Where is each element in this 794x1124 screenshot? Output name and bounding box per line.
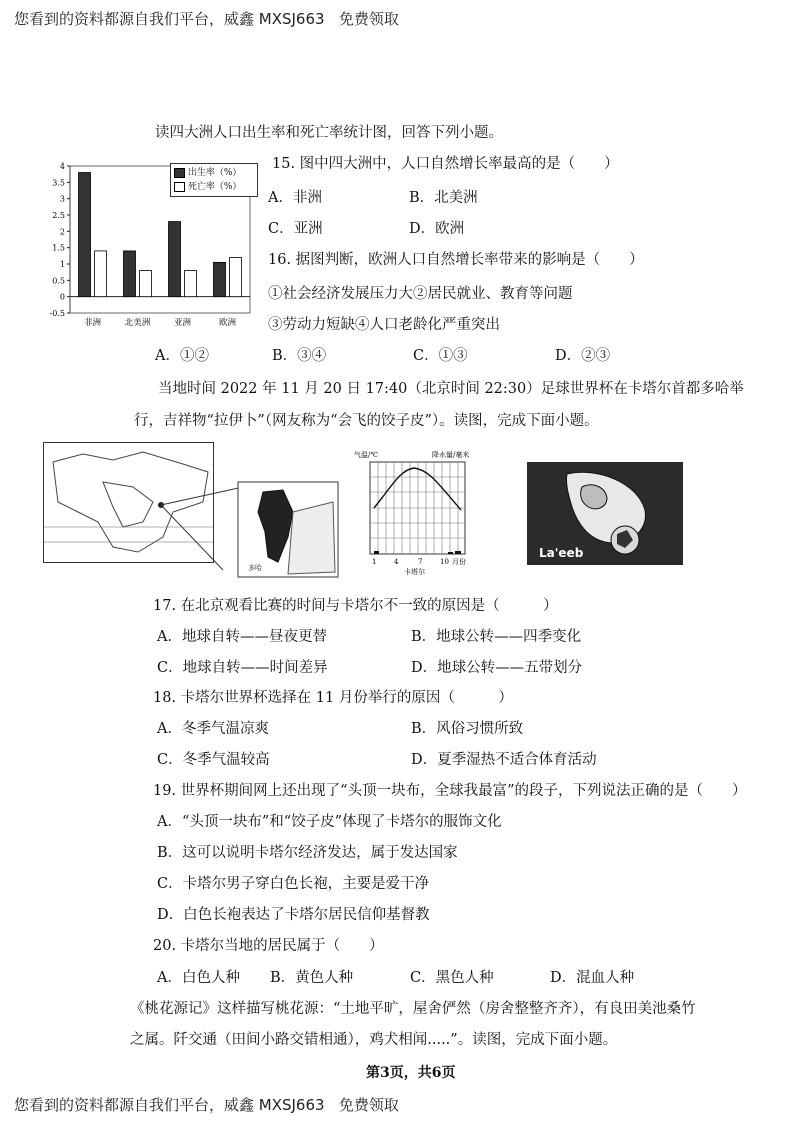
q16-option-b[interactable]: B．③④ <box>272 348 327 364</box>
intro-world-cup-line2: 行，吉祥物“拉伊卜”（网友称为“会飞的饺子皮”）。读图，完成下面小题。 <box>134 413 599 429</box>
q16-option-d[interactable]: D．②③ <box>555 348 611 364</box>
x-category-label: 北美洲 <box>124 318 151 328</box>
q15-option-b[interactable]: B．北美洲 <box>409 190 478 206</box>
climate-caption: 卡塔尔 <box>404 568 425 576</box>
x-category-label: 非洲 <box>83 318 102 328</box>
intro-population-chart: 读四大洲人口出生率和死亡率统计图，回答下列小题。 <box>155 125 503 141</box>
q20-option-b[interactable]: B．黄色人种 <box>270 970 354 986</box>
bar-death-rate <box>185 271 197 297</box>
climate-x-tick-7: 7 <box>418 558 423 566</box>
climate-left-label: 气温/℃ <box>354 451 379 459</box>
page-number: 第3页，共6页 <box>366 1065 456 1081</box>
y-tick-label: 1.5 <box>52 243 65 253</box>
intro-taohuayuan-line2: 之属。阡交通（田间小路交错相通），鸡犬相闻.....”。读图，完成下面小题。 <box>130 1032 618 1048</box>
bar-death-rate <box>95 251 107 297</box>
bar-birth-rate <box>124 251 136 297</box>
q16-option-c[interactable]: C．①③ <box>413 348 468 364</box>
q15-option-d[interactable]: D．欧洲 <box>409 221 465 237</box>
y-tick-label: 2 <box>59 227 65 237</box>
q16-statement-2: ③劳动力短缺④人口老龄化严重突出 <box>268 317 500 333</box>
bar-death-rate <box>230 257 242 296</box>
x-category-label: 欧洲 <box>218 318 237 328</box>
q15-stem: 15. 图中四大洲中，人口自然增长率最高的是（ ） <box>272 156 619 172</box>
intro-taohuayuan-line1: 《桃花源记》这样描写桃花源：“土地平旷，屋舍俨然（房舍整整齐齐），有良田美池桑竹 <box>130 1001 696 1017</box>
q19-stem: 19. 世界杯期间网上还出现了“头顶一块布，全球我最富”的段子，下列说法正确的是（ ） <box>153 783 747 799</box>
y-tick-label: 0 <box>59 292 65 302</box>
q17-option-c[interactable]: C．地球自转——时间差异 <box>157 660 328 676</box>
bar-death-rate <box>140 271 152 297</box>
q20-option-a[interactable]: A．白色人种 <box>157 970 240 986</box>
q17-option-a[interactable]: A．地球自转——昼夜更替 <box>157 629 327 645</box>
y-tick-label: 4 <box>59 162 65 171</box>
mascot-image <box>527 462 683 565</box>
q18-option-b[interactable]: B．风俗习惯所致 <box>411 721 524 737</box>
intro-world-cup-line1: 当地时间 2022 年 11 月 20 日 17:40（北京时间 22:30）足球世界杯在卡塔尔首都多哈举 <box>158 381 744 397</box>
climate-right-label: 降水量/毫米 <box>432 451 470 459</box>
chart-legend <box>170 163 258 197</box>
q17-option-d[interactable]: D．地球公转——五带划分 <box>411 660 583 676</box>
q16-option-a[interactable]: A．①② <box>155 348 209 364</box>
climate-x-tick-4: 4 <box>394 558 399 566</box>
climate-x-tick-1: 1 <box>372 558 377 566</box>
q19-option-b[interactable]: B．这可以说明卡塔尔经济发达，属于发达国家 <box>157 845 458 861</box>
legend-death-label: 死亡率（%） <box>187 182 242 192</box>
q18-option-a[interactable]: A．冬季气温凉爽 <box>157 721 269 737</box>
q20-stem: 20. 卡塔尔当地的居民属于（ ） <box>153 938 384 954</box>
y-tick-label: 3 <box>59 194 65 204</box>
bar-birth-rate <box>214 262 226 296</box>
y-tick-label: 1 <box>59 260 65 269</box>
q19-option-c[interactable]: C．卡塔尔男子穿白色长袍，主要是爱干净 <box>157 876 430 892</box>
birth-rate-swatch <box>174 168 185 178</box>
mascot-label: La'eeb <box>539 546 584 560</box>
q18-option-d[interactable]: D．夏季湿热不适合体育活动 <box>411 752 597 768</box>
q20-option-d[interactable]: D．混血人种 <box>550 970 635 986</box>
y-tick-label: -0.5 <box>49 309 65 318</box>
q20-option-c[interactable]: C．黑色人种 <box>410 970 494 986</box>
y-tick-label: 3.5 <box>52 178 65 188</box>
q19-option-a[interactable]: A．“头顶一块布”和“饺子皮”体现了卡塔尔的服饰文化 <box>157 814 502 830</box>
inset-label: 多哈 <box>248 564 262 572</box>
bar-birth-rate <box>169 222 181 297</box>
qatar-climate-chart <box>352 448 477 578</box>
q18-stem: 18. 卡塔尔世界杯选择在 11 月份举行的原因（ ） <box>153 690 513 706</box>
q18-option-c[interactable]: C．冬季气温较高 <box>157 752 270 768</box>
q17-option-b[interactable]: B．地球公转——四季变化 <box>411 629 582 645</box>
climate-x-tick-month: 月份 <box>452 558 466 566</box>
q19-option-d[interactable]: D．白色长袍表达了卡塔尔居民信仰基督教 <box>157 907 430 923</box>
death-rate-swatch <box>174 182 185 192</box>
qatar-map-figure <box>43 442 341 582</box>
y-tick-label: 2.5 <box>52 211 65 220</box>
climate-x-tick-10: 10 <box>440 558 449 566</box>
legend-birth-label: 出生率（%） <box>187 168 242 178</box>
x-category-label: 亚洲 <box>173 318 192 328</box>
bar-birth-rate <box>79 173 91 297</box>
q16-stem: 16. 据图判断，欧洲人口自然增长率带来的影响是（ ） <box>268 252 644 268</box>
q15-option-a[interactable]: A．非洲 <box>268 190 322 206</box>
q16-statement-1: ①社会经济发展压力大②居民就业、教育等问题 <box>268 286 573 302</box>
bottom-banner: 您看到的资料都源自我们平台，威鑫 MXSJ663 免费领取 <box>14 1096 399 1114</box>
q17-stem: 17. 在北京观看比赛的时间与卡塔尔不一致的原因是（ ） <box>153 598 558 614</box>
y-tick-label: 0.5 <box>52 276 65 286</box>
top-banner: 您看到的资料都源自我们平台，威鑫 MXSJ663 免费领取 <box>14 10 399 28</box>
q15-option-c[interactable]: C．亚洲 <box>268 221 323 237</box>
